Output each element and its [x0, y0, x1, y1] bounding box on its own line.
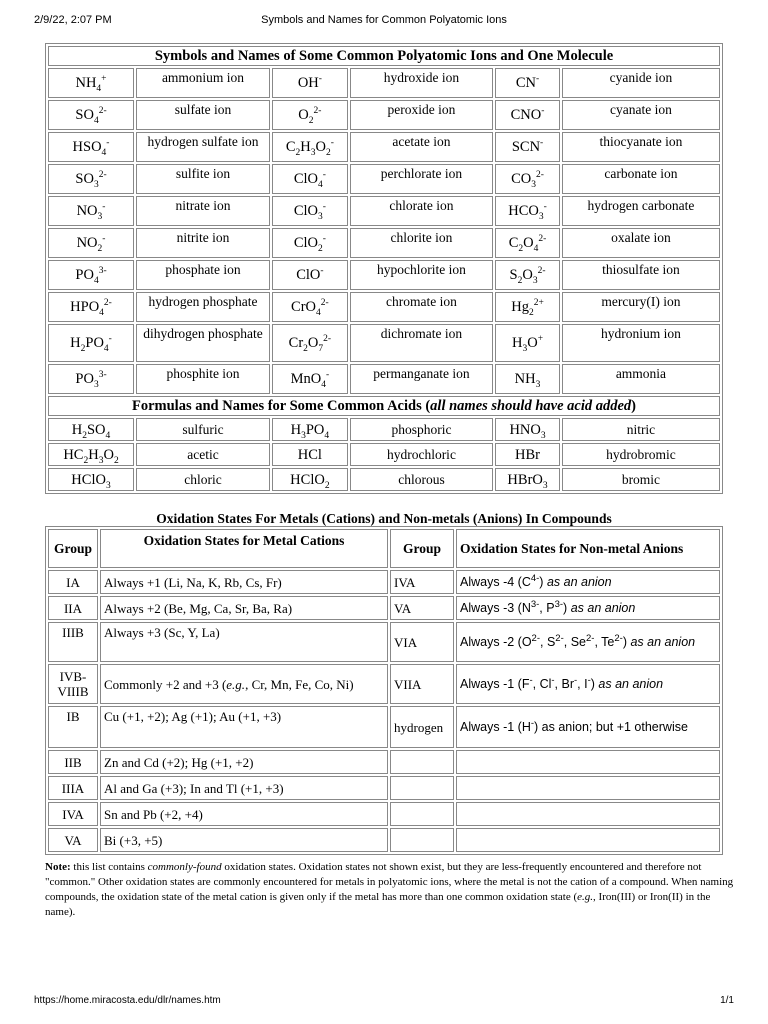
acid-formula: HCl	[272, 443, 348, 466]
ion-name: dichromate ion	[350, 324, 493, 362]
formula-cell: MnO$_4$-	[272, 364, 348, 394]
acid-name: acetic	[136, 443, 270, 466]
ion-name: oxalate ion	[562, 228, 720, 258]
metal-states: Sn and Pb (+2, +4)	[100, 802, 388, 826]
empty-cell	[390, 776, 454, 800]
group-cell: IIIB	[48, 622, 98, 662]
metal-states: Always +2 (Be, Mg, Ca, Sr, Ba, Ra)	[100, 596, 388, 620]
acid-formula: HClO$_3$	[48, 468, 134, 491]
acid-name: chlorous	[350, 468, 493, 491]
formula-cell: $NO_3^-$	[48, 196, 134, 226]
group-cell: IB	[48, 706, 98, 748]
ion-name: peroxide ion	[350, 100, 493, 130]
formula-cell: $CO_3^{2-}$	[495, 164, 560, 194]
formula-cell: $Cr_2O_7^{2-}$	[272, 324, 348, 362]
group-cell: VIIA	[390, 664, 454, 704]
group-cell: IIA	[48, 596, 98, 620]
acid-formula: $HNO_3$	[495, 418, 560, 441]
formula-cell: CNO-	[495, 100, 560, 130]
formula-cell: OH-	[272, 68, 348, 98]
note-paragraph: Note: this list contains commonly-found oxidation states. Oxidation states not shown exist, but they are less-frequently encountered and therefore not "common." Other oxidation states are commonly encountered for metals in polyatomic ions, where the metal is not the cation of a compound. When naming compounds, the oxidation state of the metal cation is given only if the metal has more than one common oxidation state (e.g., Iron(III) or Iron(II) in the name).	[45, 861, 734, 918]
nonmetal-states: Always -3 ($N^{3-}$, $P^{3-}$) as an anion	[456, 596, 720, 620]
acid-formula: $H_3PO_4$	[272, 418, 348, 441]
group-cell: VIA	[390, 622, 454, 662]
ion-name: sulfate ion	[136, 100, 270, 130]
formula-cell: $C_2O_4^{2-}$	[495, 228, 560, 258]
formula-cell: $HSO_4^-$	[48, 132, 134, 162]
group-cell: VA	[390, 596, 454, 620]
nonmetal-states: Always -1 (F-, Cl-, Br-, I-) as an anion	[456, 664, 720, 704]
oxidation-states-title: Oxidation States For Metals (Cations) and Non-metals (Anions) In Compounds	[156, 511, 612, 526]
formula-cell: $NH_3$	[495, 364, 560, 394]
ion-name: nitrite ion	[136, 228, 270, 258]
col-group: Group	[48, 529, 98, 568]
ion-name: permanganate ion	[350, 364, 493, 394]
ion-name: perchlorate ion	[350, 164, 493, 194]
group-cell: IA	[48, 570, 98, 594]
col-nonmetal-anions: Oxidation States for Non-metal Anions	[456, 529, 720, 568]
ion-name: mercury(I) ion	[562, 292, 720, 322]
metal-states: Cu (+1, +2); Ag (+1); Au (+1, +3)	[100, 706, 388, 748]
group-cell: hydrogen	[390, 706, 454, 748]
nonmetal-states: Always -2 ($O^{2-}$, $S^{2-}$, $Se^{2-}$, $Te^{2-}$) as an anion	[456, 622, 720, 662]
ion-name: cyanate ion	[562, 100, 720, 130]
formula-cell: ClO$_4$-	[272, 164, 348, 194]
metal-states: Bi (+3, +5)	[100, 828, 388, 852]
group-cell: IIIA	[48, 776, 98, 800]
formula-cell: $H_2PO_4^-$	[48, 324, 134, 362]
group-cell: IIB	[48, 750, 98, 774]
formula-cell: $HCO_3^-$	[495, 196, 560, 226]
empty-cell	[390, 750, 454, 774]
formula-cell: $SO_4^{2-}$	[48, 100, 134, 130]
formula-cell: $HPO_4^{2-}$	[48, 292, 134, 322]
formula-cell: CN-	[495, 68, 560, 98]
formula-cell: $SO_3^{2-}$	[48, 164, 134, 194]
ion-name: cyanide ion	[562, 68, 720, 98]
ion-name: carbonate ion	[562, 164, 720, 194]
formula-cell: $PO_4^{3-}$	[48, 260, 134, 290]
metal-states: Commonly +2 and +3 (e.g., Cr, Mn, Fe, Co, Ni)	[100, 664, 388, 704]
ion-name: chromate ion	[350, 292, 493, 322]
acid-formula: $HC_2H_3O_2$	[48, 443, 134, 466]
note-label: Note:	[45, 861, 71, 873]
ion-name: ammonia	[562, 364, 720, 394]
print-url: https://home.miracosta.edu/dlr/names.htm	[34, 995, 221, 1006]
ion-name: hydronium ion	[562, 324, 720, 362]
ion-name: hydrogen carbonate	[562, 196, 720, 226]
acids-table-title: Formulas and Names for Some Common Acids (all names should have acid added)	[48, 396, 720, 416]
print-datetime: 2/9/22, 2:07 PM	[34, 14, 112, 26]
acid-name: hydrobromic	[562, 443, 720, 466]
formula-cell: $Hg_2^{2+}$	[495, 292, 560, 322]
acid-name: hydrochloric	[350, 443, 493, 466]
nonmetal-states: Always -4 $(C^{4-})$ as an anion	[456, 570, 720, 594]
acid-formula: HBr	[495, 443, 560, 466]
metal-states: Always +3 (Sc, Y, La)	[100, 622, 388, 662]
group-cell: VA	[48, 828, 98, 852]
col-metal-cations: Oxidation States for Metal Cations	[100, 529, 388, 568]
ion-name: phosphate ion	[136, 260, 270, 290]
empty-cell	[456, 776, 720, 800]
formula-cell: $PO_3^{3-}$	[48, 364, 134, 394]
formula-cell: $C_2H_3O_2^-$	[272, 132, 348, 162]
formula-cell: SCN-	[495, 132, 560, 162]
ion-name: hypochlorite ion	[350, 260, 493, 290]
acid-name: sulfuric	[136, 418, 270, 441]
acid-formula: $H_2SO_4$	[48, 418, 134, 441]
group-cell: IVB-VIIIB	[48, 664, 98, 704]
acid-formula: HClO$_2$	[272, 468, 348, 491]
formula-cell: $O_2^{2-}$	[272, 100, 348, 130]
formula-cell: $NO_2^-$	[48, 228, 134, 258]
formula-cell: $NH_4^+$	[48, 68, 134, 98]
empty-cell	[456, 750, 720, 774]
ion-name: nitrate ion	[136, 196, 270, 226]
page-number: 1/1	[720, 995, 734, 1006]
metal-states: Always +1 (Li, Na, K, Rb, Cs, Fr)	[100, 570, 388, 594]
empty-cell	[456, 828, 720, 852]
print-title: Symbols and Names for Common Polyatomic Ions	[261, 14, 507, 26]
ion-name: chlorate ion	[350, 196, 493, 226]
ion-name: hydrogen sulfate ion	[136, 132, 270, 162]
ion-name: chlorite ion	[350, 228, 493, 258]
empty-cell	[390, 802, 454, 826]
formula-cell: $S_2O_3^{2-}$	[495, 260, 560, 290]
ion-name: sulfite ion	[136, 164, 270, 194]
formula-cell: ClO-	[272, 260, 348, 290]
group-cell: IVA	[48, 802, 98, 826]
formula-cell: ClO$_3$-	[272, 196, 348, 226]
col-group-2: Group	[390, 529, 454, 568]
ions-table-title: Symbols and Names of Some Common Polyatomic Ions and One Molecule	[48, 46, 720, 66]
empty-cell	[390, 828, 454, 852]
group-cell: IVA	[390, 570, 454, 594]
ion-name: thiocyanate ion	[562, 132, 720, 162]
nonmetal-states: Always -1 (H-) as anion; but +1 otherwise	[456, 706, 720, 748]
formula-cell: $H_3O^+$	[495, 324, 560, 362]
ion-name: dihydrogen phosphate	[136, 324, 270, 362]
empty-cell	[456, 802, 720, 826]
ion-name: phosphite ion	[136, 364, 270, 394]
metal-states: Zn and Cd (+2); Hg (+1, +2)	[100, 750, 388, 774]
acid-name: phosphoric	[350, 418, 493, 441]
formula-cell: CrO$_4^{2-}$	[272, 292, 348, 322]
metal-states: Al and Ga (+3); In and Tl (+1, +3)	[100, 776, 388, 800]
ion-name: ammonium ion	[136, 68, 270, 98]
ion-name: acetate ion	[350, 132, 493, 162]
polyatomic-ions-table	[45, 43, 723, 494]
formula-cell: ClO$_2$-	[272, 228, 348, 258]
acid-formula: HBrO$_3$	[495, 468, 560, 491]
oxidation-states-table	[45, 526, 723, 855]
ion-name: hydrogen phosphate	[136, 292, 270, 322]
ion-name: thiosulfate ion	[562, 260, 720, 290]
ion-name: hydroxide ion	[350, 68, 493, 98]
acid-name: bromic	[562, 468, 720, 491]
acid-name: nitric	[562, 418, 720, 441]
acid-name: chloric	[136, 468, 270, 491]
